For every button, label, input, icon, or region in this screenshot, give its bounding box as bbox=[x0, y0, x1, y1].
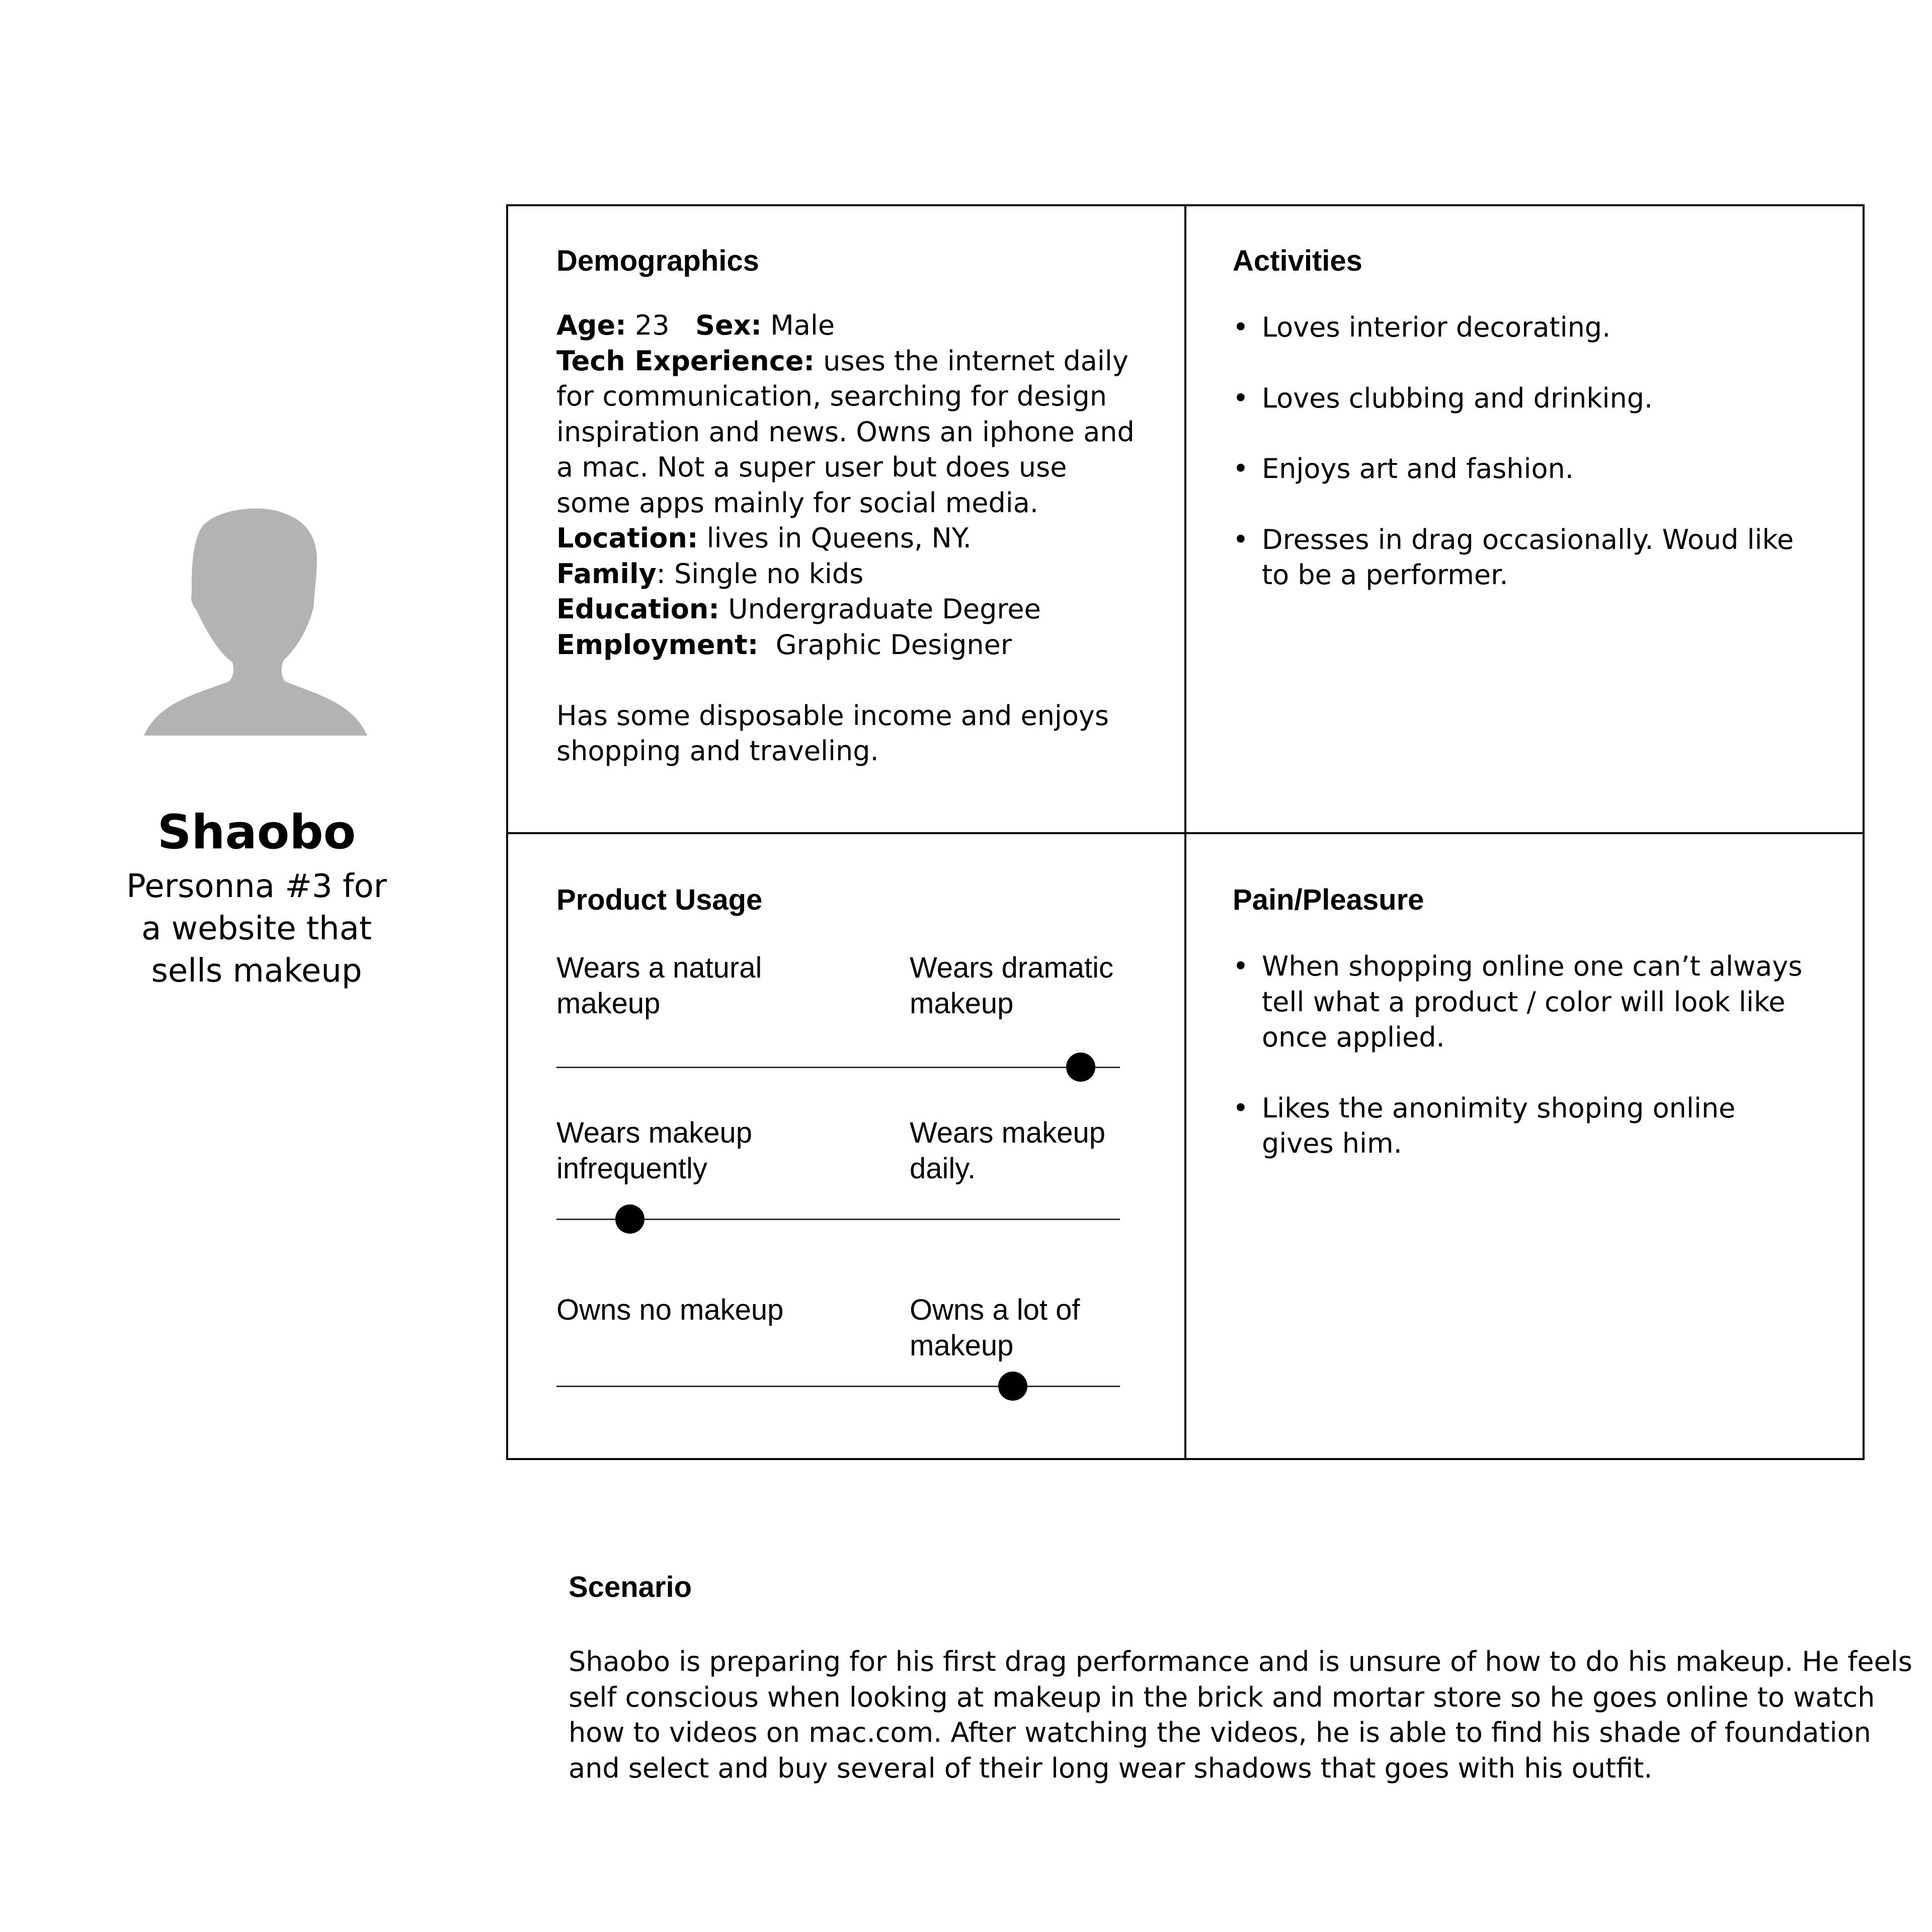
education-line bbox=[556, 592, 1135, 627]
activity-item: • Loves clubbing and drinking. bbox=[1233, 381, 1836, 417]
employment-value: Graphic Designer bbox=[758, 628, 1012, 661]
scenario-title: Scenario bbox=[569, 1571, 692, 1603]
scenario-text bbox=[569, 1644, 1912, 1786]
demographics-title: Demographics bbox=[556, 245, 759, 277]
sex-label: Sex: bbox=[695, 309, 762, 341]
user-silhouette-icon bbox=[144, 507, 367, 736]
activities-list bbox=[1233, 310, 1836, 628]
education-label: Education: bbox=[556, 593, 719, 625]
demographics-section bbox=[556, 245, 1135, 767]
family-value: : Single no kids bbox=[656, 557, 864, 590]
slider-knob bbox=[1066, 1053, 1095, 1082]
tech-label: Tech Experience: bbox=[556, 345, 815, 377]
usage-slider-frequency bbox=[556, 1115, 1120, 1266]
age-sex-line bbox=[556, 308, 1135, 344]
persona-subtitle-line: sells makeup bbox=[151, 952, 362, 990]
slider-right-label: Wears dramatic makeup bbox=[910, 951, 1114, 1020]
pain-pleasure-item: • Likes the anonimity shoping online gives him. bbox=[1233, 1091, 1836, 1162]
family-label: Family bbox=[556, 557, 657, 590]
employment-line bbox=[556, 627, 1135, 663]
age-label: Age: bbox=[556, 309, 626, 341]
slider-right-label: Owns a lot of makeup bbox=[910, 1294, 1080, 1362]
income-line: shopping and traveling. bbox=[556, 735, 879, 767]
slider-knob bbox=[615, 1204, 645, 1234]
persona-grid bbox=[506, 204, 1865, 1460]
age-value: 23 bbox=[626, 309, 670, 341]
scenario-line: how to videos on mac.com. After watching the videos, he is able to find his shade of foundation bbox=[569, 1717, 1871, 1748]
slider-right-label: Wears makeup daily. bbox=[910, 1116, 1105, 1185]
location-label: Location: bbox=[556, 522, 698, 554]
tech-line bbox=[556, 344, 1135, 379]
grid-divider-horizontal bbox=[508, 832, 1863, 834]
tech-value: uses the internet daily bbox=[814, 345, 1129, 377]
scenario-line: Shaobo is preparing for his first drag performance and is unsure of how to do his makeup. He feels bbox=[569, 1646, 1912, 1677]
activity-item: • Loves interior decorating. bbox=[1233, 310, 1836, 346]
location-value: lives in Queens, NY. bbox=[698, 522, 972, 554]
avatar-silhouette bbox=[144, 509, 367, 736]
slider-left-label: Owns no makeup bbox=[556, 1294, 784, 1326]
tech-line: some apps mainly for social media. bbox=[556, 487, 1039, 519]
activities-section bbox=[1233, 245, 1836, 591]
scenario-line: self conscious when looking at makeup in the brick and mortar store so he goes online to watch bbox=[569, 1681, 1875, 1713]
slider-track bbox=[556, 1386, 1120, 1387]
tech-line: inspiration and news. Owns an iphone and bbox=[556, 416, 1135, 448]
activity-item: • Dresses in drag occasionally. Woud like to be a performer. bbox=[1233, 522, 1836, 593]
persona-name: Shaobo bbox=[157, 805, 356, 860]
pain-pleasure-title: Pain/Pleasure bbox=[1233, 883, 1424, 916]
persona-subtitle-line: Personna #3 for bbox=[126, 868, 387, 905]
scenario-section bbox=[569, 1571, 1912, 1786]
slider-left-label: Wears makeup infrequently bbox=[556, 1116, 752, 1185]
sex-value: Male bbox=[762, 309, 835, 341]
demographics-details bbox=[556, 308, 1135, 769]
persona-subtitle-line: a website that bbox=[141, 910, 372, 947]
slider-track bbox=[556, 1067, 1120, 1068]
usage-slider-ownership bbox=[556, 1292, 1120, 1443]
product-usage-section bbox=[556, 883, 1135, 1437]
persona-subtitle bbox=[50, 865, 463, 992]
family-line bbox=[556, 556, 1135, 592]
scenario-line: and select and buy several of their long wear shadows that goes with his outfit. bbox=[569, 1752, 1653, 1784]
pain-pleasure-item: • When shopping online one can’t always tell what a product / color will look like once applied. bbox=[1233, 949, 1836, 1056]
location-line bbox=[556, 521, 1135, 556]
employment-label: Employment: bbox=[556, 628, 759, 661]
slider-knob bbox=[998, 1372, 1027, 1401]
pain-pleasure-section bbox=[1233, 883, 1836, 1159]
slider-left-label: Wears a natural makeup bbox=[556, 951, 762, 1020]
usage-slider-natural-dramatic bbox=[556, 950, 1120, 1101]
income-line: Has some disposable income and enjoys bbox=[556, 699, 1109, 732]
pain-pleasure-list bbox=[1233, 949, 1836, 1197]
tech-line: a mac. Not a super user but does use bbox=[556, 451, 1067, 483]
education-value: Undergraduate Degree bbox=[719, 593, 1041, 625]
tech-line: for communication, searching for design bbox=[556, 380, 1107, 412]
activities-title: Activities bbox=[1233, 245, 1362, 277]
activity-item: • Enjoys art and fashion. bbox=[1233, 451, 1836, 487]
product-usage-title: Product Usage bbox=[556, 883, 763, 916]
